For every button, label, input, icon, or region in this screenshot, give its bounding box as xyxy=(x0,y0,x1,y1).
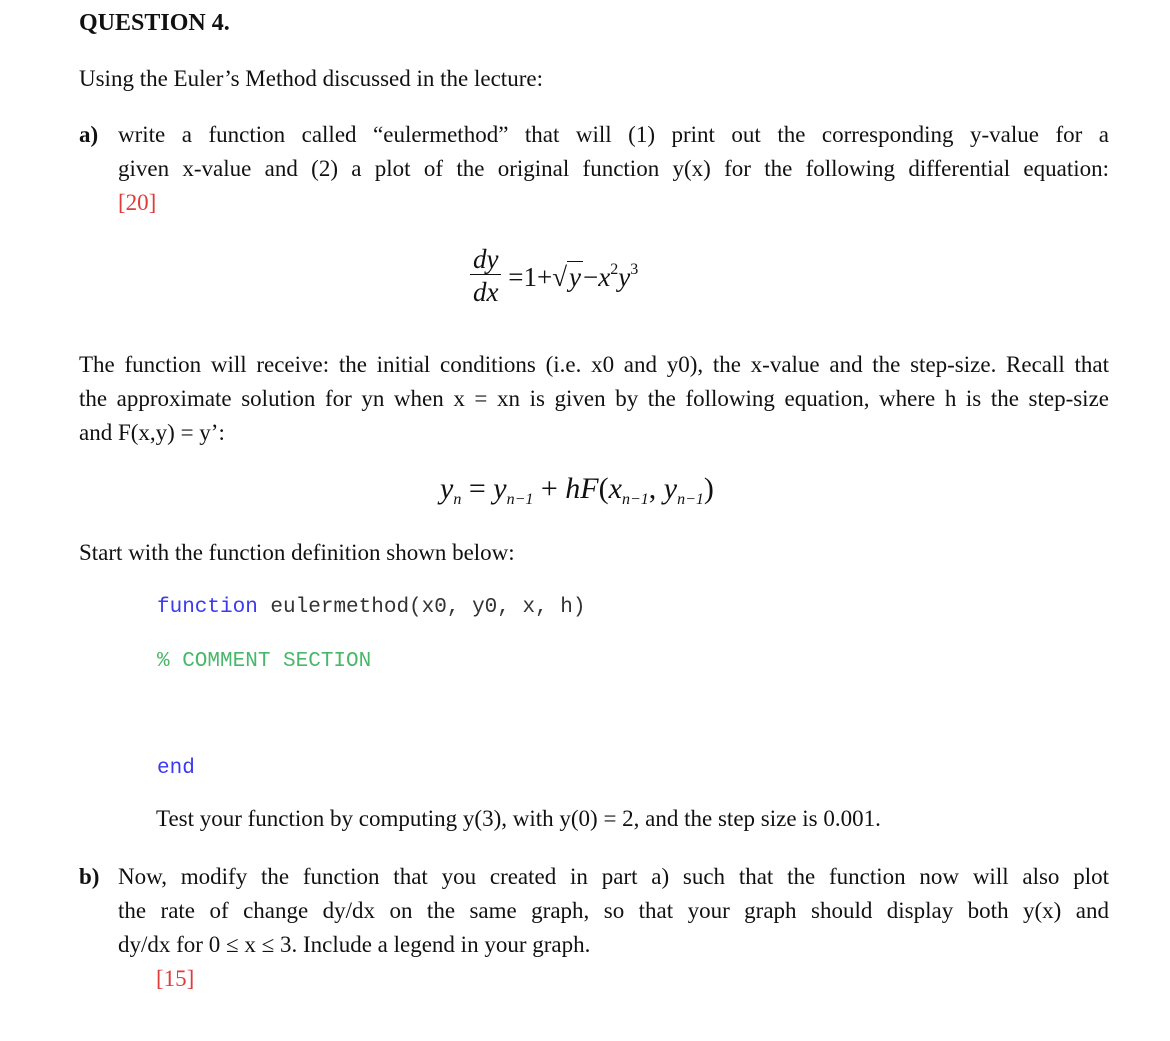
part-a-line-2: given x-value and (2) a plot of the original function y(x) for the following differential equation: xyxy=(118,156,1109,181)
euler-update-equation xyxy=(440,472,714,509)
eq2-arg1: x xyxy=(608,472,622,505)
x-var: x xyxy=(598,261,611,292)
eq2-open-paren: ( xyxy=(598,472,609,505)
part-a-marks: [20] xyxy=(118,190,157,215)
code-comment: % COMMENT SECTION xyxy=(157,650,372,673)
part-b-line-3: dy/dx for 0 ≤ x ≤ 3. Include a legend in your graph. xyxy=(118,932,591,957)
start-text: Start with the function definition shown below: xyxy=(79,540,515,565)
part-a-line-1 xyxy=(79,118,1109,152)
part-b-line-2: the rate of change dy/dx on the same graph, so that your graph should display both y(x) and xyxy=(118,898,1109,923)
part-b-text-1: Now, modify the function that you created in part a) such that the function now will also plot xyxy=(118,864,1109,889)
sqrt-sign: √ xyxy=(552,261,568,292)
code-keyword-end: end xyxy=(157,757,195,780)
fraction-denominator: dx xyxy=(473,277,499,307)
fraction-numerator: dy xyxy=(470,244,501,275)
code-signature: eulermethod(x0, y0, x, h) xyxy=(257,596,586,619)
intro-text: Using the Euler’s Method discussed in the lecture: xyxy=(79,66,543,91)
part-b xyxy=(79,860,1109,996)
part-a-label: a) xyxy=(79,122,99,147)
eq2-lhs-sub: n xyxy=(453,491,462,508)
eq2-plus: + xyxy=(533,472,566,505)
part-a-text-1: write a function called “eulermethod” that will (1) print out the corresponding y-value for a xyxy=(118,122,1109,147)
eq2-arg2: y xyxy=(663,472,678,505)
code-keyword-function: function xyxy=(157,596,258,619)
paragraph-2-line-3: and F(x,y) = y’: xyxy=(79,420,225,445)
paragraph-2-line-2: the approximate solution for yn when x = xn is given by the following equation, where h is the step-size xyxy=(79,386,1109,411)
code-function-line xyxy=(157,596,585,619)
eq2-arg2-sub: n−1 xyxy=(677,491,704,508)
rhs-prefix: =1+ xyxy=(508,261,553,292)
differential-equation xyxy=(470,244,638,309)
dy-dx-fraction xyxy=(470,244,501,309)
y-exponent: 3 xyxy=(630,260,639,278)
test-instruction: Test your function by computing y(3), with y(0) = 2, and the step size is 0.001. xyxy=(156,806,881,831)
question-title: QUESTION 4. xyxy=(79,10,230,36)
eq2-equals: = xyxy=(461,472,494,505)
paragraph-2 xyxy=(79,348,1109,450)
eq2-hF: hF xyxy=(565,472,599,505)
eq2-close-paren: ) xyxy=(703,472,714,505)
equation-rhs xyxy=(508,261,638,293)
eq2-comma: , xyxy=(648,472,664,505)
eq2-lhs: y xyxy=(440,472,454,505)
eq2-term1: y xyxy=(493,472,507,505)
y-var: y xyxy=(618,261,631,292)
eq2-term1-sub: n−1 xyxy=(506,491,534,508)
part-a xyxy=(79,118,1109,220)
part-b-line-1 xyxy=(79,860,1109,894)
minus-sign: − xyxy=(583,261,599,292)
eq2-arg1-sub: n−1 xyxy=(621,491,649,508)
part-b-marks: [15] xyxy=(156,966,195,991)
radicand: y xyxy=(569,261,582,292)
part-b-label: b) xyxy=(79,864,100,889)
sqrt-term xyxy=(567,262,583,293)
x-exponent: 2 xyxy=(610,260,619,278)
paragraph-2-line-1: The function will receive: the initial conditions (i.e. x0 and y0), the x-value and the step-size. Recall that xyxy=(79,352,1109,377)
